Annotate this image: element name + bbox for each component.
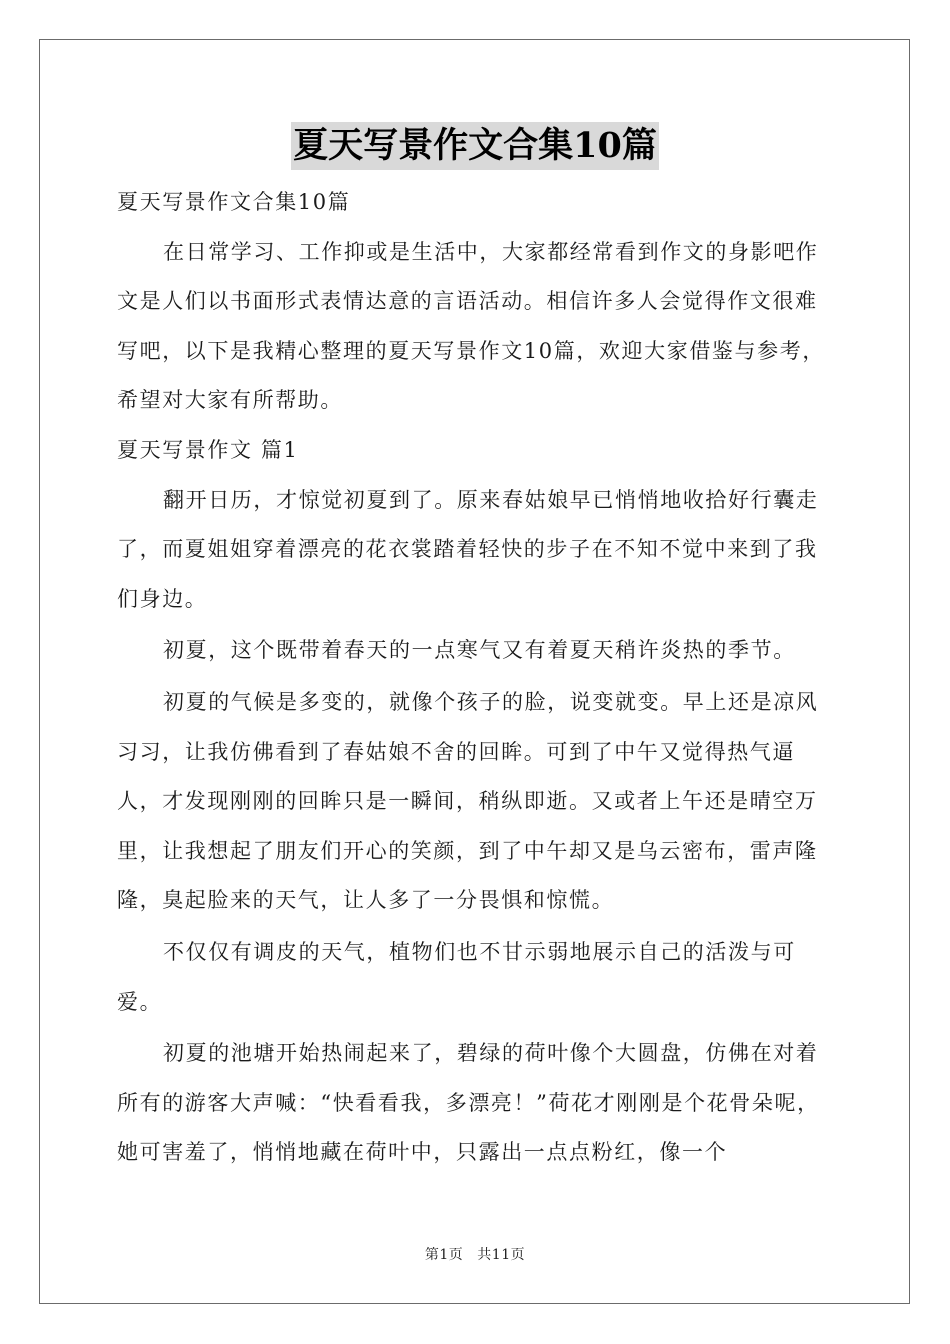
body-paragraph: 初夏的池塘开始热闹起来了，碧绿的荷叶像个大圆盘，仿佛在对着所有的游客大声喊：“快看看我，多漂亮！”荷花才刚刚是个花骨朵呢，她可害羞了，悄悄地藏在荷叶中，只露出一点点粉红，像一个 <box>117 1041 820 1165</box>
body-paragraph: 初夏的气候是多变的，就像个孩子的脸，说变就变。早上还是凉风习习，让我仿佛看到了春姑娘不舍的回眸。可到了中午又觉得热气逼人，才发现刚刚的回眸只是一瞬间，稍纵即逝。又或者上午还是晴空万里，让我想起了朋友们开心的笑颜，到了中午却又是乌云密布，雷声隆隆，臭起脸来的天气，让人多了一分畏惧和惊慌。 <box>117 689 819 913</box>
title-container <box>0 122 950 170</box>
page-number: 第1页 <box>424 1247 464 1263</box>
subtitle-paragraph: 夏天写景作文合集10篇 <box>117 190 351 214</box>
body-paragraph: 初夏，这个既带着春天的一点寒气又有着夏天稍许炎热的季节。 <box>163 638 796 663</box>
document-title: 夏天写景作文合集10篇 <box>291 122 659 170</box>
page-footer <box>0 1244 950 1264</box>
intro-paragraph: 在日常学习、工作抑或是生活中，大家都经常看到作文的身影吧作文是人们以书面形式表情达意的言语活动。相信许多人会觉得作文很难写吧，以下是我精心整理的夏天写景作文10篇，欢迎大家借鉴与参考，希望对大家有所帮助。 <box>117 239 825 413</box>
page-total: 共11页 <box>477 1247 526 1263</box>
section-heading: 夏天写景作文 篇1 <box>117 437 299 462</box>
body-paragraph: 不仅仅有调皮的天气，植物们也不甘示弱地展示自己的活泼与可爱。 <box>117 939 796 1014</box>
document-body <box>117 178 833 1178</box>
body-paragraph: 翻开日历，才惊觉初夏到了。原来春姑娘早已悄悄地收拾好行囊走了，而夏姐姐穿着漂亮的花衣裳踏着轻快的步子在不知不觉中来到了我们身边。 <box>117 487 819 611</box>
